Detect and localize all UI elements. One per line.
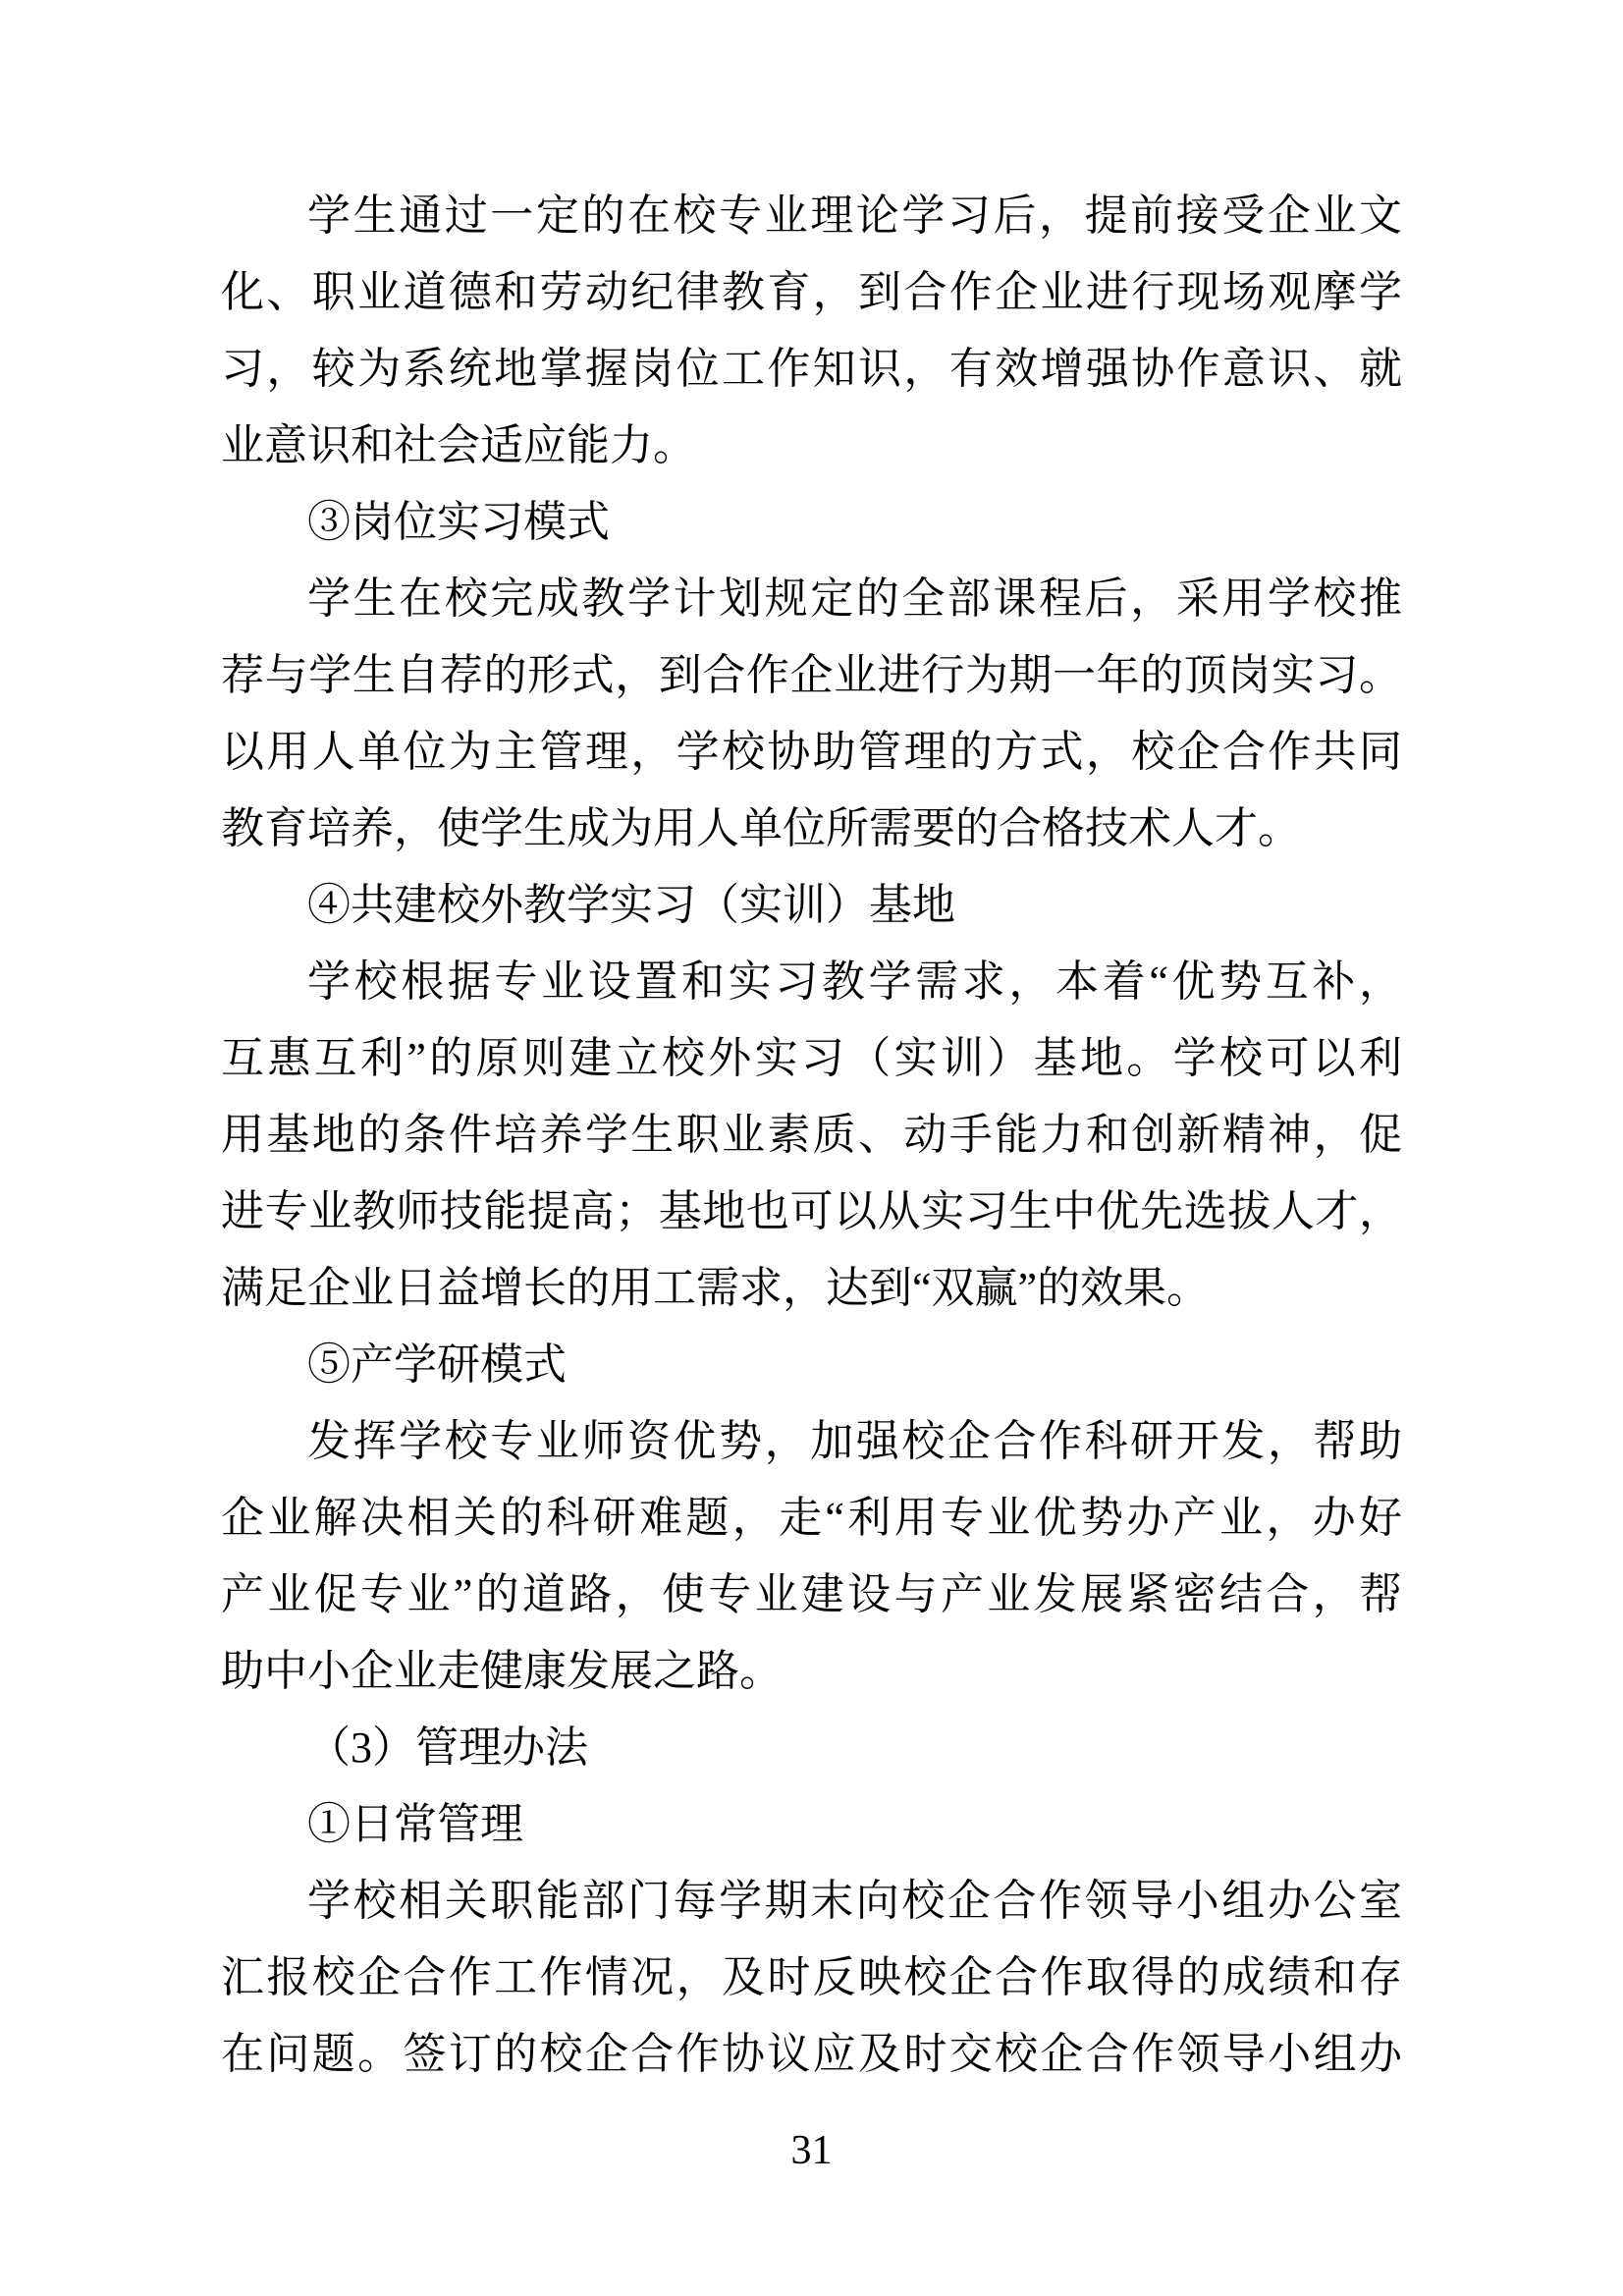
text-line: ①日常管理 bbox=[307, 1800, 523, 1848]
text-line: （3）管理办法 bbox=[307, 1723, 588, 1772]
text-line: 以用人单位为主管理，学校协助管理的方式，校企合作共同 bbox=[221, 728, 1402, 776]
text-line: 满足企业日益增长的用工需求，达到“双赢”的效果。 bbox=[221, 1264, 1211, 1312]
text-line: ⑤产学研模式 bbox=[307, 1340, 567, 1389]
text-line: 产业促专业”的道路，使专业建设与产业发展紧密结合，帮 bbox=[221, 1570, 1402, 1618]
text-line: 进专业教师技能提高；基地也可以从实习生中优先选拔人才， bbox=[221, 1187, 1402, 1235]
text-line: 学校根据专业设置和实习教学需求，本着“优势互补， bbox=[307, 957, 1402, 1006]
text-line: 教育培养，使学生成为用人单位所需要的合格技术人才。 bbox=[221, 804, 1301, 852]
text-line: 学校相关职能部门每学期末向校企合作领导小组办公室 bbox=[307, 1877, 1402, 1925]
text-line: 助中小企业走健康发展之路。 bbox=[221, 1647, 783, 1695]
page-footer bbox=[221, 2127, 1402, 2174]
text-line: 荐与学生自荐的形式，到合作企业进行为期一年的顶岗实习。 bbox=[221, 651, 1402, 699]
text-line: ③岗位实习模式 bbox=[307, 498, 610, 546]
page-number: 31 bbox=[790, 2128, 833, 2173]
text-line: 学生通过一定的在校专业理论学习后，提前接受企业文 bbox=[307, 191, 1402, 240]
text-line: 发挥学校专业师资优势，加强校企合作科研开发，帮助 bbox=[307, 1417, 1402, 1465]
text-line: 化、职业道德和劳动纪律教育，到合作企业进行现场观摩学 bbox=[221, 268, 1402, 316]
text-line: 汇报校企合作工作情况，及时反映校企合作取得的成绩和存 bbox=[221, 1953, 1402, 2001]
document-body bbox=[221, 178, 1402, 2093]
text-line: 互惠互利”的原则建立校外实习（实训）基地。学校可以利 bbox=[221, 1034, 1402, 1082]
text-line: 用基地的条件培养学生职业素质、动手能力和创新精神，促 bbox=[221, 1111, 1402, 1159]
text-line: 学生在校完成教学计划规定的全部课程后，采用学校推 bbox=[307, 574, 1402, 623]
text-line: 业意识和社会适应能力。 bbox=[221, 421, 696, 469]
text-line: 习，较为系统地掌握岗位工作知识，有效增强协作意识、就 bbox=[221, 345, 1402, 393]
text-line: 在问题。签订的校企合作协议应及时交校企合作领导小组办 bbox=[221, 2030, 1402, 2078]
text-line: 企业解决相关的科研难题，走“利用专业优势办产业，办好 bbox=[221, 1494, 1402, 1542]
text-line: ④共建校外教学实习（实训）基地 bbox=[307, 881, 955, 929]
